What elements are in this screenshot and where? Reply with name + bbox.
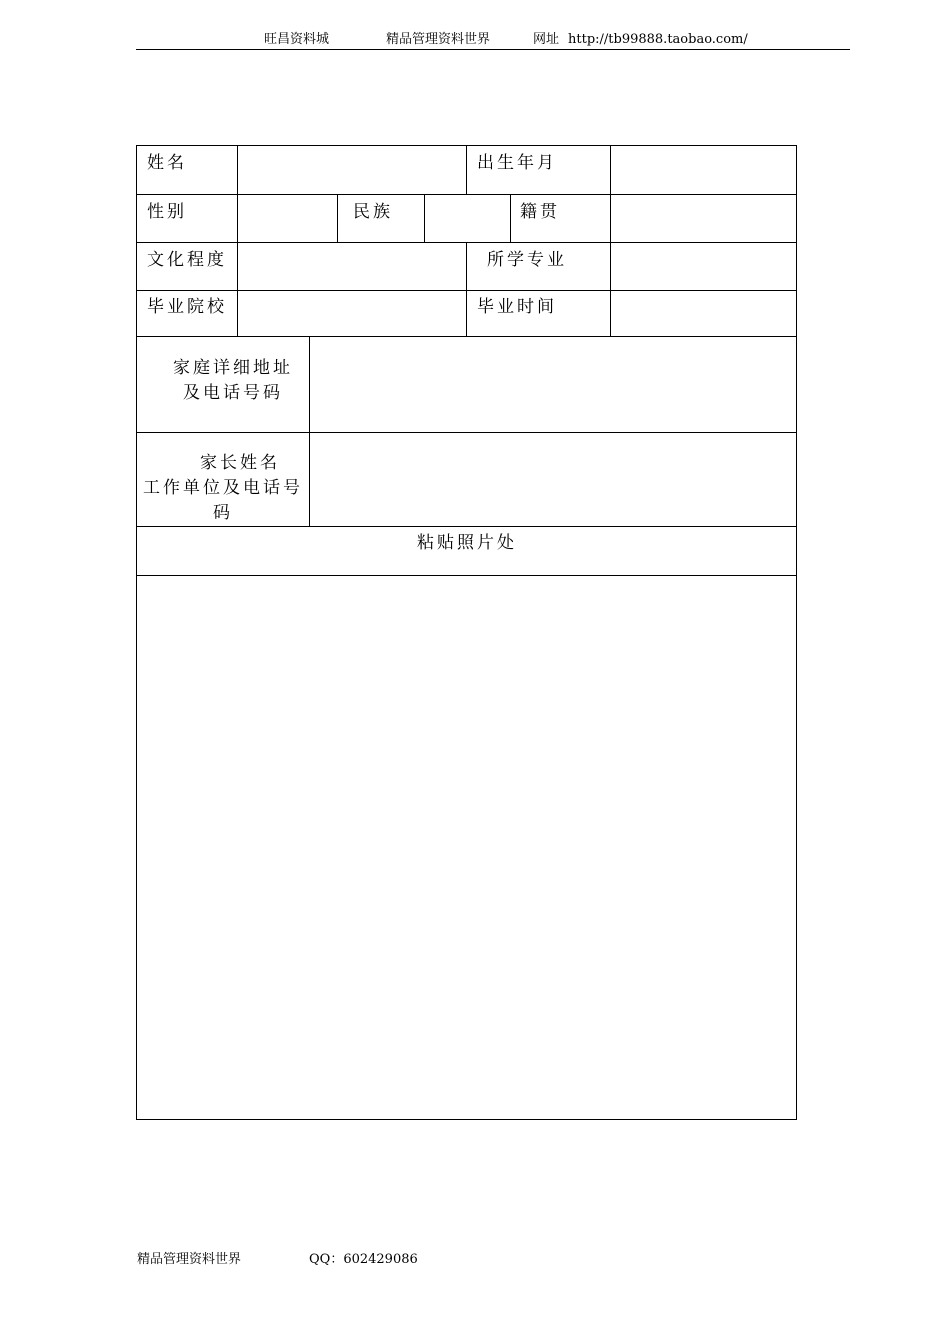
col-divider: [610, 146, 611, 336]
label-school: 毕业院校: [147, 297, 227, 317]
row-divider: [137, 526, 796, 527]
label-photo: 粘贴照片处: [417, 533, 517, 553]
label-grad-time: 毕业时间: [477, 297, 557, 317]
photo-paste-area[interactable]: [137, 576, 796, 1119]
footer-qq: QQ：602429086: [309, 1252, 418, 1267]
row-divider: [137, 336, 796, 337]
col-divider: [510, 194, 511, 242]
page-header: [136, 30, 850, 50]
row-divider: [137, 432, 796, 433]
header-shop-name: 旺昌资料城: [264, 32, 330, 47]
col-divider: [466, 242, 467, 336]
label-birth: 出生年月: [477, 153, 557, 173]
label-parent-info: [137, 451, 309, 526]
row-divider: [137, 194, 796, 195]
col-divider: [424, 194, 425, 242]
header-url[interactable]: http://tb99888.taobao.com/: [568, 32, 748, 47]
label-gender: 性别: [147, 202, 187, 222]
label-education: 文化程度: [147, 250, 227, 270]
registration-form: [136, 145, 797, 1120]
label-native-place: 籍贯: [520, 202, 560, 222]
footer-title: 精品管理资料世界: [137, 1252, 242, 1267]
label-major: 所学专业: [487, 250, 567, 270]
label-home-address: [137, 356, 309, 406]
col-divider: [309, 336, 310, 526]
col-divider: [237, 146, 238, 336]
header-url-label: 网址: [533, 32, 560, 47]
label-name: 姓名: [147, 153, 187, 173]
label-parent-info-line2: 工作单位及电话号: [143, 478, 303, 498]
label-home-address-line1: 家庭详细地址: [173, 358, 293, 378]
label-home-address-line2: 及电话号码: [183, 383, 283, 403]
label-ethnicity: 民族: [353, 202, 393, 222]
label-parent-info-line1: 家长姓名: [200, 453, 280, 473]
col-divider: [337, 194, 338, 242]
label-parent-info-line3: 码: [213, 503, 233, 523]
col-divider: [466, 146, 467, 194]
header-title: 精品管理资料世界: [386, 32, 491, 47]
